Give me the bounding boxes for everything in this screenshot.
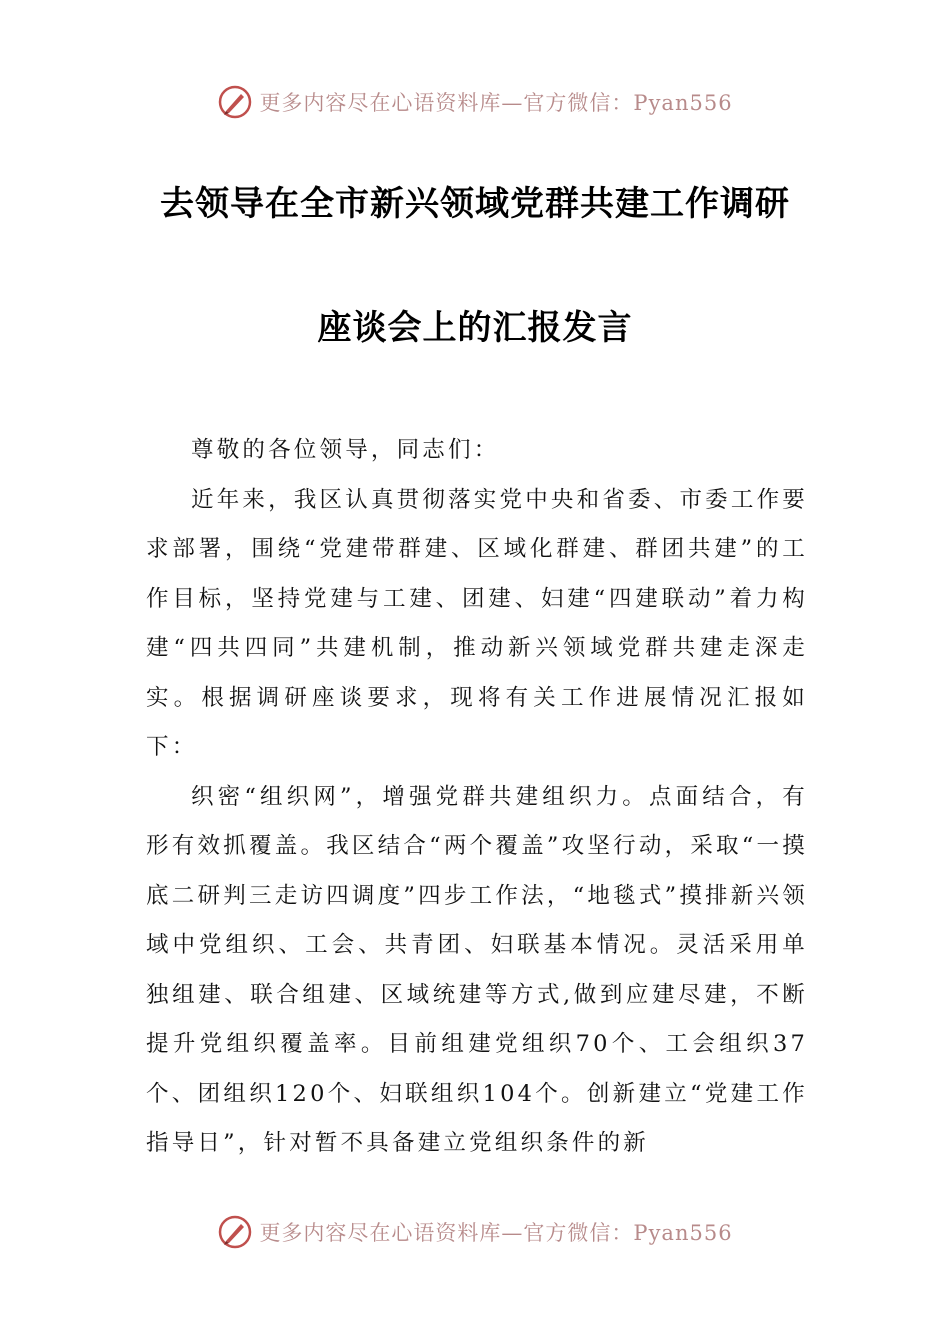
document-title-line2: 座谈会上的汇报发言 xyxy=(317,308,633,348)
document-title-line1: 去领导在全市新兴领域党群共建工作调研 xyxy=(160,184,790,224)
document-body xyxy=(146,426,808,1169)
paragraph: 近年来，我区认真贯彻落实党中央和省委、市委工作要求部署，围绕“党建带群建、区域化群建、群团共建”的工作目标，坚持党建与工建、团建、妇建“四建联动”着力构建“四共四同”共建机制，推动新兴领域党群共建走深走实。根据调研座谈要求，现将有关工作进展情况汇报如下： xyxy=(146,486,808,760)
salutation: 尊敬的各位领导，同志们： xyxy=(191,437,500,463)
paragraph: 织密“组织网”，增强党群共建组织力。点面结合，有形有效抓覆盖。我区结合“两个覆盖”攻坚行动，采取“一摸底二研判三走访四调度”四步工作法，“地毯式”摸排新兴领域中党组织、工会、共青团、妇联基本情况。灵活采用单独组建、联合组建、区域统建等方式,做到应建尽建，不断提升党组织覆盖率。目前组建党组织70个、工会组织37个、团组织120个、妇联组织104个。创新建立“党建工作指导日”，针对暂不具备建立党组织条件的新 xyxy=(146,783,808,1156)
watermark-text: 更多内容尽在心语资料库—官方微信：Pyan556 xyxy=(259,91,733,115)
pen-logo-icon xyxy=(217,84,253,120)
watermark-banner-top xyxy=(0,82,950,122)
watermark-banner-bottom xyxy=(0,1212,950,1252)
watermark-text: 更多内容尽在心语资料库—官方微信：Pyan556 xyxy=(259,1221,733,1245)
pen-logo-icon xyxy=(217,1214,253,1250)
